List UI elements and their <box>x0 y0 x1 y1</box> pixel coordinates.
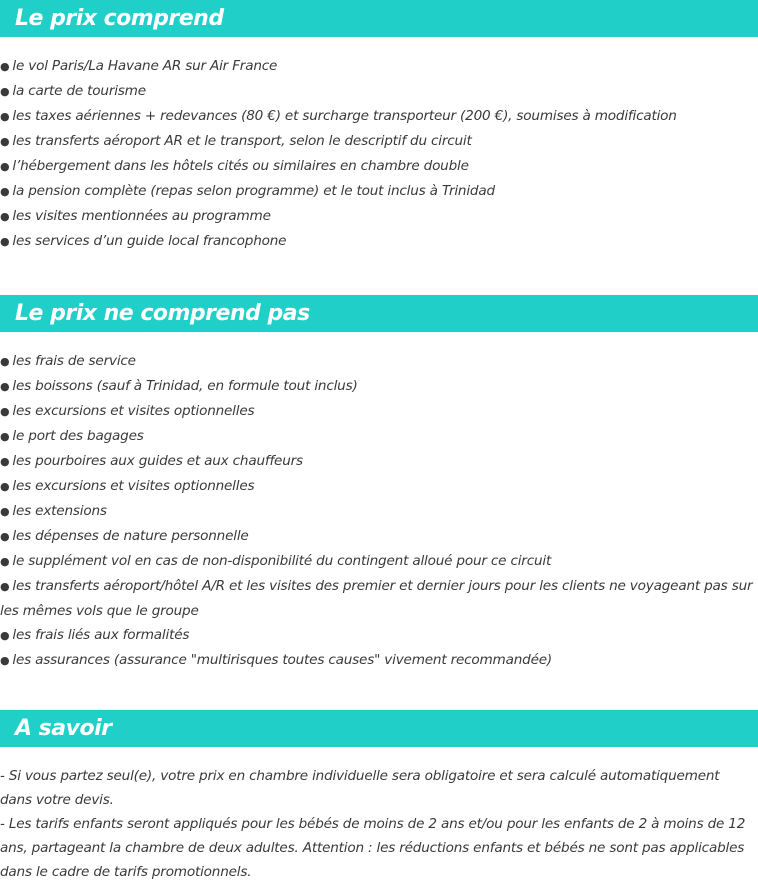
list-item-text: les dépenses de nature personnelle <box>12 528 249 544</box>
info-paragraph-children: - Les tarifs enfants seront appliqués pour les bébés de moins de 2 ans et/ou pour les enfants de 2 à moins de 12 ans, partageant la chambre de deux adultes. Attention : les réductions enfants et bébés ne sont pas applicables dans le cadre de tarifs promotionnels. <box>0 816 746 880</box>
bullet-icon: ● <box>0 380 10 393</box>
bullet-icon: ● <box>0 555 10 568</box>
bullet-icon: ● <box>0 455 10 468</box>
list-item <box>0 549 758 574</box>
list-item <box>0 424 758 449</box>
list-item-text: les assurances (assurance "multirisques toutes causes" vivement recommandée) <box>12 652 553 668</box>
list-item-text: les services d’un guide local francophone <box>12 233 287 249</box>
info-header <box>0 710 758 747</box>
included-title: Le prix comprend <box>15 6 224 31</box>
list-item-text: le supplément vol en cas de non-disponibilité du contingent alloué pour ce circuit <box>12 553 552 569</box>
bullet-icon: ● <box>0 505 10 518</box>
list-item-text: les pourboires aux guides et aux chauffeurs <box>12 453 303 469</box>
list-item-text: les excursions et visites optionnelles <box>12 478 255 494</box>
bullet-icon: ● <box>0 355 10 368</box>
list-item-text: les transferts aéroport AR et le transport, selon le descriptif du circuit <box>12 133 472 149</box>
list-item <box>0 499 758 524</box>
included-header <box>0 0 758 37</box>
list-item <box>0 204 758 229</box>
list-item <box>0 623 758 648</box>
excluded-header <box>0 295 758 332</box>
list-item-text: les visites mentionnées au programme <box>12 208 271 224</box>
bullet-icon: ● <box>0 135 10 148</box>
list-item-text: la carte de tourisme <box>12 83 146 99</box>
list-item-text: le port des bagages <box>12 428 144 444</box>
bullet-icon: ● <box>0 530 10 543</box>
list-item-text: les excursions et visites optionnelles <box>12 403 255 419</box>
info-paragraph-solo: - Si vous partez seul(e), votre prix en chambre individuelle sera obligatoire et sera calculé automatiquement dans votre devis. <box>0 768 720 808</box>
list-item-text: les frais de service <box>12 353 136 369</box>
list-item <box>0 54 758 79</box>
list-item <box>0 229 758 254</box>
list-item-text: la pension complète (repas selon programme) et le tout inclus à Trinidad <box>12 183 495 199</box>
list-item <box>0 349 758 374</box>
list-item-text: les transferts aéroport/hôtel A/R et les visites des premier et dernier jours pour les clients ne voyageant pas sur les mêmes vols que le groupe <box>0 578 753 619</box>
bullet-icon: ● <box>0 654 10 667</box>
bullet-icon: ● <box>0 85 10 98</box>
included-list <box>0 54 758 254</box>
list-item-text: les taxes aériennes + redevances (80 €) et surcharge transporteur (200 €), soumises à modification <box>12 108 677 124</box>
list-item <box>0 374 758 399</box>
list-item <box>0 399 758 424</box>
bullet-icon: ● <box>0 60 10 73</box>
bullet-icon: ● <box>0 235 10 248</box>
list-item <box>0 79 758 104</box>
list-item <box>0 524 758 549</box>
list-item-text: les frais liés aux formalités <box>12 627 190 643</box>
excluded-list <box>0 349 758 673</box>
bullet-icon: ● <box>0 160 10 173</box>
list-item <box>0 129 758 154</box>
list-item-text: le vol Paris/La Havane AR sur Air France <box>12 58 278 74</box>
info-title: A savoir <box>15 716 112 741</box>
bullet-icon: ● <box>0 580 10 593</box>
bullet-icon: ● <box>0 110 10 123</box>
excluded-title: Le prix ne comprend pas <box>15 301 310 326</box>
list-item-text: les boissons (sauf à Trinidad, en formule tout inclus) <box>12 378 358 394</box>
list-item <box>0 474 758 499</box>
list-item <box>0 574 758 623</box>
list-item <box>0 648 758 673</box>
list-item <box>0 449 758 474</box>
bullet-icon: ● <box>0 405 10 418</box>
list-item <box>0 179 758 204</box>
list-item-text: l’hébergement dans les hôtels cités ou similaires en chambre double <box>12 158 469 174</box>
bullet-icon: ● <box>0 480 10 493</box>
bullet-icon: ● <box>0 210 10 223</box>
list-item <box>0 154 758 179</box>
list-item-text: les extensions <box>12 503 107 519</box>
bullet-icon: ● <box>0 629 10 642</box>
bullet-icon: ● <box>0 185 10 198</box>
bullet-icon: ● <box>0 430 10 443</box>
list-item <box>0 104 758 129</box>
